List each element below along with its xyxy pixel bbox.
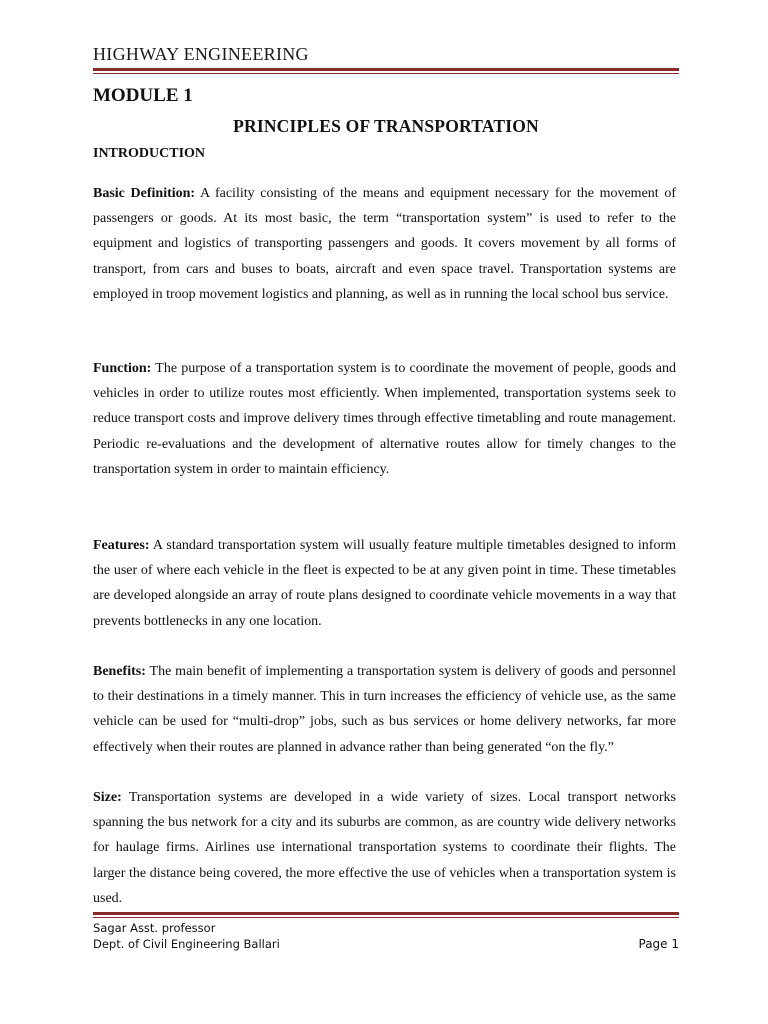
paragraph-text: A standard transportation system will usually feature multiple timetables designed to inform the user of where each vehicle in the fleet is expected to be at any given point in time. These timetables are developed alongside an array of route plans designed to coordinate vehicle movements in a way that prevents bottlenecks in any one location.: [93, 538, 676, 629]
paragraph-basic-definition: [93, 181, 676, 307]
paragraph-label: Features:: [93, 538, 150, 553]
paragraph-text: The main benefit of implementing a transportation system is delivery of goods and personnel to their destinations in a timely manner. This in turn increases the efficiency of vehicle use, as the same vehicle can be used for “multi-drop” jobs, such as bus services or home delivery networks, far more effectively when their routes are planned in advance rather than being generated “on the fly.”: [93, 664, 676, 755]
section-heading: INTRODUCTION: [93, 146, 206, 161]
module-title: MODULE 1: [93, 85, 193, 106]
paragraph-label: Function:: [93, 361, 152, 376]
footer-divider: [93, 912, 679, 918]
footer-author: Sagar Asst. professor: [93, 921, 216, 935]
footer-department: Dept. of Civil Engineering Ballari: [93, 937, 280, 951]
paragraph-size: [93, 785, 676, 911]
paragraph-features: [93, 533, 676, 634]
chapter-heading: PRINCIPLES OF TRANSPORTATION: [233, 116, 539, 136]
running-header-title: HIGHWAY ENGINEERING: [93, 44, 309, 64]
paragraph-benefits: [93, 659, 676, 760]
page-number: Page 1: [638, 937, 679, 951]
paragraph-function: [93, 356, 676, 482]
paragraph-label: Basic Definition:: [93, 186, 196, 201]
paragraph-label: Benefits:: [93, 664, 146, 679]
paragraph-text: Transportation systems are developed in a wide variety of sizes. Local transport networks spanning the bus network for a city and its suburbs are common, as are country wide delivery networks for haulage firms. Airlines use international transportation systems to coordinate their flights. The larger the distance being covered, the more effective the use of vehicles when a transportation system is used.: [93, 790, 676, 906]
paragraph-label: Size:: [93, 790, 122, 805]
header-divider: [93, 68, 679, 74]
paragraph-text: The purpose of a transportation system is to coordinate the movement of people, goods and vehicles in order to utilize routes most efficiently. When implemented, transportation systems seek to reduce transport costs and improve delivery times through effective timetabling and route management. Periodic re-evaluations and the development of alternative routes allow for timely changes to the transportation system in order to maintain efficiency.: [93, 361, 676, 477]
paragraph-text: A facility consisting of the means and equipment necessary for the movement of passengers or goods. At its most basic, the term “transportation system” is used to refer to the equipment and logistics of transporting passengers and goods. It covers movement by all forms of transport, from cars and buses to boats, aircraft and even space travel. Transportation systems are employed in troop movement logistics and planning, as well as in running the local school bus service.: [93, 186, 676, 302]
page-footer: [93, 920, 679, 952]
